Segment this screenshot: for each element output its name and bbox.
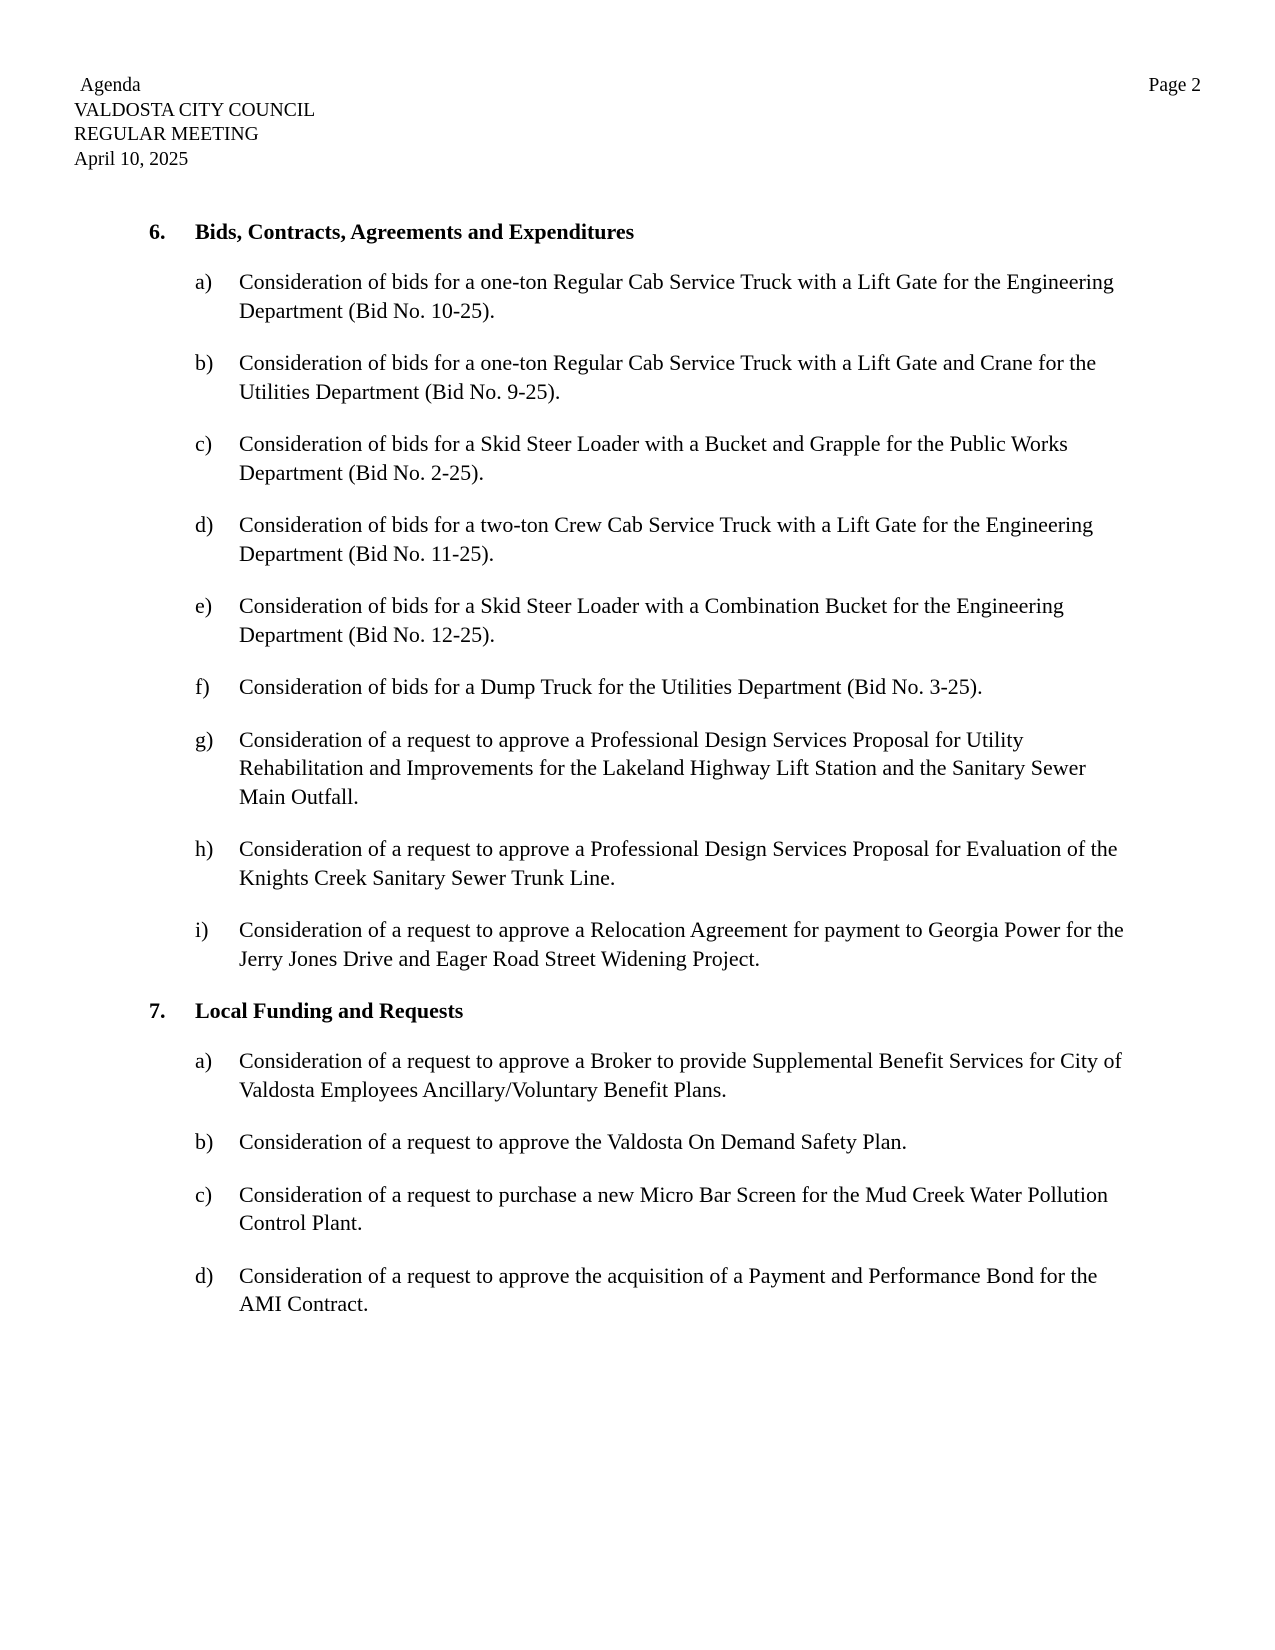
agenda-item [149,835,1129,892]
agenda-section-7 [149,997,1129,1319]
agenda-item [149,1128,1129,1157]
item-text: Consideration of a request to approve a Broker to provide Supplemental Benefit Services for City of Valdosta Employees Ancillary/Voluntary Benefit Plans. [239,1048,1122,1102]
page-header [74,74,315,172]
agenda-label: Agenda [80,75,141,96]
item-letter: h) [195,836,214,861]
agenda-item [149,1262,1129,1319]
item-text: Consideration of a request to approve the acquisition of a Payment and Performance Bond for the AMI Contract. [239,1262,1098,1316]
agenda-item [149,349,1129,406]
item-letter: d) [195,512,214,537]
agenda-item [149,268,1129,325]
item-letter: b) [195,350,214,375]
item-text: Consideration of a request to approve a Relocation Agreement for payment to Georgia Power for the Jerry Jones Drive and Eager Road Street Widening Project. [239,917,1124,971]
page-number: Page 2 [1148,75,1201,96]
meeting-type: REGULAR MEETING [74,124,259,145]
item-text: Consideration of a request to approve a Professional Design Services Proposal for Utility Rehabilitation and Improvements for the Lakeland Highway Lift Station and the Sanitary Sewer Main Outfall. [239,726,1086,809]
item-letter: c) [195,431,213,456]
item-text: Consideration of a request to approve the Valdosta On Demand Safety Plan. [239,1129,907,1154]
section-heading [149,997,1129,1024]
item-letter: e) [195,593,213,618]
item-text: Consideration of bids for a Skid Steer Loader with a Bucket and Grapple for the Public Works Department (Bid No. 2-25). [239,431,1068,485]
agenda-item [149,673,1129,702]
agenda-item-list [149,268,1129,973]
item-text: Consideration of bids for a two-ton Crew Cab Service Truck with a Lift Gate for the Engineering Department (Bid No. 11-25). [239,512,1094,566]
agenda-item [149,511,1129,568]
item-letter: c) [195,1181,213,1207]
item-letter: b) [195,1129,214,1154]
section-number: 7. [149,998,166,1023]
item-text: Consideration of a request to purchase a new Micro Bar Screen for the Mud Creek Water Pollution Control Plant. [239,1181,1109,1235]
agenda-item [149,726,1129,812]
item-text: Consideration of bids for a one-ton Regular Cab Service Truck with a Lift Gate for the Engineering Department (Bid No. 10-25). [239,269,1114,323]
item-letter: a) [195,1048,213,1073]
item-text: Consideration of a request to approve a Professional Design Services Proposal for Evaluation of the Knights Creek Sanitary Sewer Trunk Line. [239,836,1118,890]
agenda-section-6 [149,218,1129,973]
agenda-item-list [149,1047,1129,1319]
organization-name: VALDOSTA CITY COUNCIL [74,99,316,121]
item-letter: f) [195,674,210,699]
agenda-item [149,916,1129,973]
section-number: 6. [149,219,166,244]
meeting-date: April 10, 2025 [74,148,189,170]
agenda-item [149,1047,1129,1104]
item-letter: a) [195,269,213,294]
agenda-item [149,1181,1129,1238]
item-letter: g) [195,726,214,752]
item-text: Consideration of bids for a Dump Truck for the Utilities Department (Bid No. 3-25). [239,674,983,699]
item-text: Consideration of bids for a Skid Steer Loader with a Combination Bucket for the Engineering Department (Bid No. 12-25). [239,593,1064,647]
item-letter: i) [195,917,209,942]
item-text: Consideration of bids for a one-ton Regular Cab Service Truck with a Lift Gate and Crane for the Utilities Department (Bid No. 9-25). [239,350,1097,404]
agenda-item [149,592,1129,649]
agenda-item [149,430,1129,487]
section-heading [149,218,1129,245]
section-title: Local Funding and Requests [195,998,464,1023]
agenda-content [149,218,1129,1343]
item-letter: d) [195,1262,214,1288]
section-title: Bids, Contracts, Agreements and Expenditures [195,219,635,244]
